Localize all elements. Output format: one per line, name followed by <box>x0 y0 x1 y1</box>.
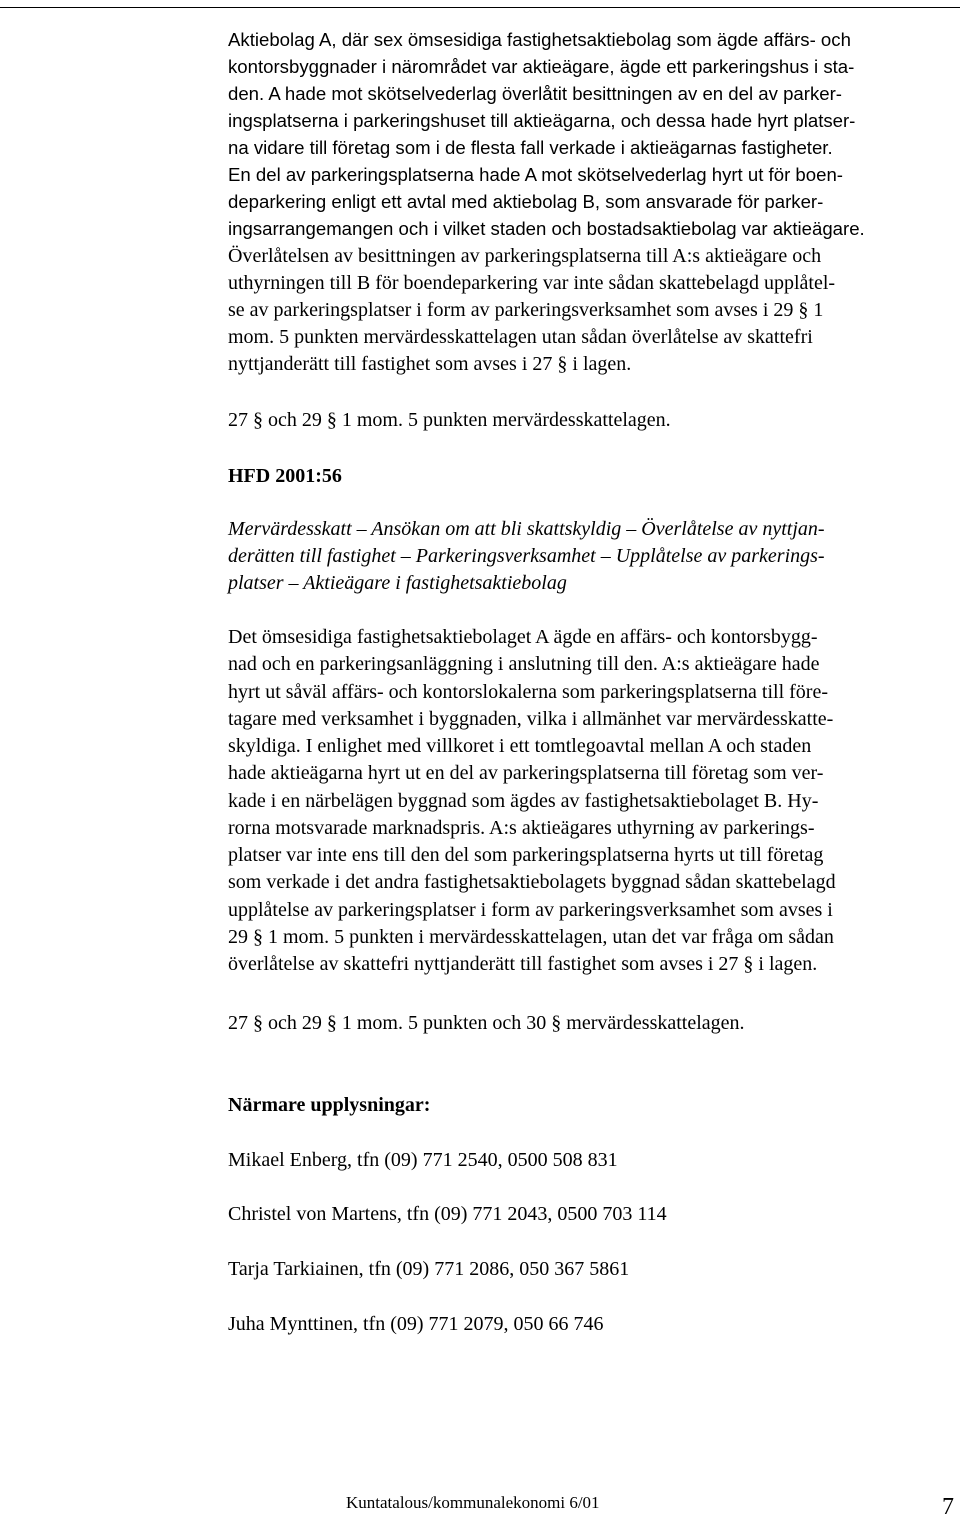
case-1-ruling: Överlåtelsen av besittningen av parkeringsplatserna till A:s aktieägare och uthyrningen till B för boendeparkering var inte sådan skattebelagd upplåtel- se av parkeringsplatser i form av parkeringsverksamhet som avses i 29 § 1 mom. 5 punkten mervärdesskattelagen utan sådan överlåtelse av skattefri nyttjanderätt till fastighet som avses i 27 § i lagen. <box>228 245 836 376</box>
footer-publication: Kuntatalous/kommunalekonomi 6/01 <box>346 1493 600 1512</box>
contact-person: Mikael Enberg, tfn (09) 771 2540, 0500 508 831 <box>228 1148 618 1171</box>
header-rule <box>0 7 960 8</box>
contact-section <box>228 1065 954 1366</box>
case-1-facts: Aktiebolag A, där sex ömsesidiga fastighetsaktiebolag som ägde affärs- och kontorsbyggnader i närområdet var aktieägare, ägde ett parkeringshus i sta- den. A hade mot skötselvederlag överlåtit besittningen av en del av parker- ingsplatserna i parkeringshuset till aktieägarna, och dessa hade hyrt platser- na vidare till företag som i de flesta fall verkade i aktieägarnas fastigheter. En del av parkeringsplatserna hade A mot skötselvederlag hyrt ut för boen- deparkering enligt ett avtal med aktiebolag B, som ansvarade för parker- ingsarrangemangen och i vilket staden och bostadsaktiebolag var aktieägare. <box>228 29 865 239</box>
case-2-heading: HFD 2001:56 <box>228 465 342 487</box>
case-2-keywords: Mervärdesskatt – Ansökan om att bli skattskyldig – Överlåtelse av nyttjan- derätten till fastighet – Parkeringsverksamhet – Upplåtelse av parkerings- platser – Aktieägare i fastighetsaktiebolag <box>228 518 825 595</box>
contact-person: Juha Mynttinen, tfn (09) 771 2079, 050 66 746 <box>228 1312 604 1335</box>
contact-heading: Närmare upplysningar: <box>228 1094 431 1117</box>
contact-person: Tarja Tarkiainen, tfn (09) 771 2086, 050 367 5861 <box>228 1258 630 1281</box>
case-2-legal-references: 27 § och 29 § 1 mom. 5 punkten och 30 § mervärdesskattelagen. <box>228 1012 745 1034</box>
case-1-legal-references: 27 § och 29 § 1 mom. 5 punkten mervärdesskattelagen. <box>228 409 671 431</box>
case-2-body: Det ömsesidiga fastighetsaktiebolaget A ägde en affärs- och kontorsbygg- nad och en parkeringsanläggning i anslutning till den. A:s aktieägare hade hyrt ut såväl affärs- och kontorslokalerna som parkeringsplatserna till före- tagare med verksamhet i byggnaden, vilka i allmänhet var mervärdesskatte- skyldiga. I enlighet med villkoret i ett tomtlegoavtal mellan A och staden hade aktieägarna hyrt ut en del av parkeringsplatserna till företag som ver- kade i en närbelägen byggnad som ägdes av fastighetsaktiebolaget B. Hy- rorna motsvarade marknadspris. A:s aktieägares uthyrning av parkerings- platser var inte ens till den del som parkeringsplatserna hyrts ut till företag som verkade i det andra fastighetsaktiebolagets byggnad sådan skattebelagd upplåtelse av parkeringsplatser i form av parkeringsverksamhet som avses i 29 § 1 mom. 5 punkten i mervärdesskattelagen, utan det var fråga om sådan överlåtelse av skattefri nyttjanderätt till fastighet som avses i 27 § i lagen. <box>228 626 836 975</box>
page-number: 7 <box>942 1494 954 1520</box>
contact-person: Christel von Martens, tfn (09) 771 2043, 0500 703 114 <box>228 1203 667 1226</box>
